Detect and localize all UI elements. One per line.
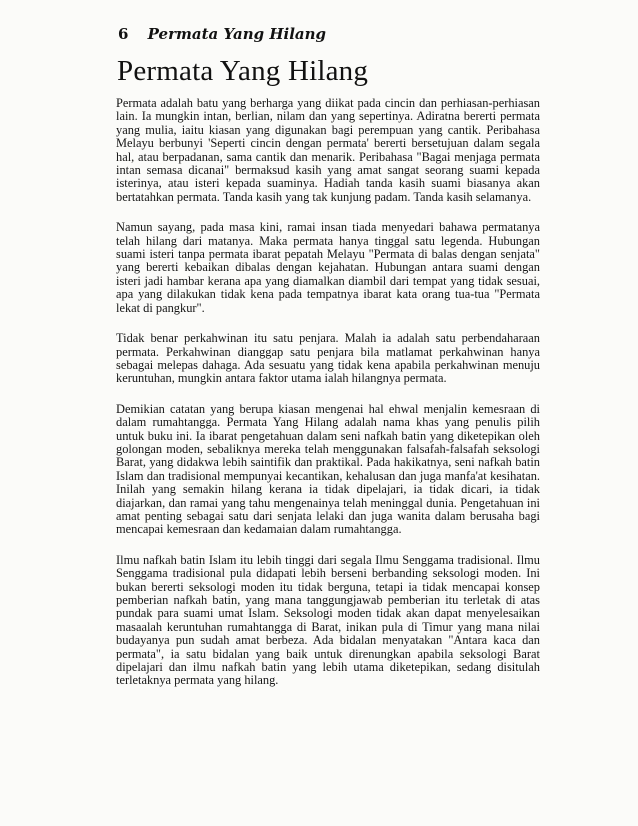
page-number: 6 <box>118 25 129 43</box>
paragraph: Demikian catatan yang berupa kiasan mengenai hal ehwal menjalin kemesraan di dalam rumahtangga. Permata Yang Hilang adalah nama khas yang penulis pilih untuk buku ini. Ia ibarat pengetahuan dalam seni nafkah batin yang diketepikan oleh golongan moden, sebaliknya mereka telah menggunakan falsafah-falsafah seksologi Barat, yang didakwa lebih saintifik dan praktikal. Pada hakikatnya, seni nafkah batin Islam dan tradisional mempunyai kecantikan, kehalusan dan juga manfa'at kesihatan. Inilah yang semakin hilang kerana ia tidak dipelajari, ia tidak dicari, ia tidak diajarkan, dan ramai yang tahu mengenainya telah meninggal dunia. Pengetahuan ini amat penting sebagai satu dari senjata lelaki dan juga wanita dalam berusaha bagi mencapai kemesraan dan kedamaian dalam rumahtangga. <box>116 401 540 537</box>
paragraph: Namun sayang, pada masa kini, ramai insan tiada menyedari bahawa permatanya telah hilang dari matanya. Maka permata hanya tinggal satu legenda. Hubungan suami isteri tanpa permata ibarat pepatah Melayu "Permata di balas dengan senjata" yang bererti kebaikan dibalas dengan kejahatan. Hubungan antara suami dengan isteri jadi hambar kerana apa yang diamalkan diambil dari tempat yang tidak sesuai, apa yang dilakukan tidak kena pada tempatnya ibarat kata orang tua-tua "Permata lekat di pangkur". <box>116 220 540 315</box>
body-text <box>116 97 540 705</box>
running-title: Permata Yang Hilang <box>147 25 327 43</box>
paragraph: Ilmu nafkah batin Islam itu lebih tinggi dari segala Ilmu Senggama tradisional. Ilmu Senggama tradisional pula didapati lebih berseni berbanding seksologi moden. Ini bukan bererti seksologi moden itu tidak berguna, tetapi ia tidak mencapai konsep pemberian nafkah batin, yang mana tanggungjawab pemberian itu terletak di atas pundak para suami umat Islam. Seksologi moden tidak akan dapat menyelesaikan masaalah keruntuhan rumahtangga di Barat, inikan pula di Timur yang mana nilai budayanya pun sudah amat berbeza. Ada bidalan menyatakan "Antara kaca dan permata", ia satu bidalan yang baik untuk direnungkan apabila seksologi Barat dipelajari dan ilmu nafkah batin yang lebih utama diketepikan, sedang disitulah terletaknya permata yang hilang. <box>116 552 540 688</box>
running-header <box>118 25 326 43</box>
chapter-title: Permata Yang Hilang <box>117 55 369 87</box>
paragraph: Permata adalah batu yang berharga yang diikat pada cincin dan perhiasan-perhiasan lain. Ia mungkin intan, berlian, nilam dan yang sepertinya. Adiratna bererti permata yang mulia, iaitu kiasan yang digunakan bagi perempuan yang cantik. Peribahasa Melayu berbunyi 'Seperti cincin dengan permata' bererti bersetujuan dalam segala hal, atau berpadanan, sama cantik dan menarik. Peribahasa "Bagai menjaga permata intan semasa dicanai" bermaksud kasih yang amat sangat seorang suami kepada isterinya, atau isteri kepada suaminya. Hadiah tanda kasih suami biasanya akan bertatahkan permata. Tanda kasih yang tak kunjung padam. Tanda kasih selamanya. <box>116 96 540 204</box>
paragraph: Tidak benar perkahwinan itu satu penjara. Malah ia adalah satu perbendaharaan permata. Perkahwinan dianggap satu penjara bila matlamat perkahwinan hanya sebagai melepas dahaga. Ada sesuatu yang tidak kena apabila perkahwinan menuju keruntuhan, mungkin antara faktor utama ialah hilangnya permata. <box>116 331 540 386</box>
